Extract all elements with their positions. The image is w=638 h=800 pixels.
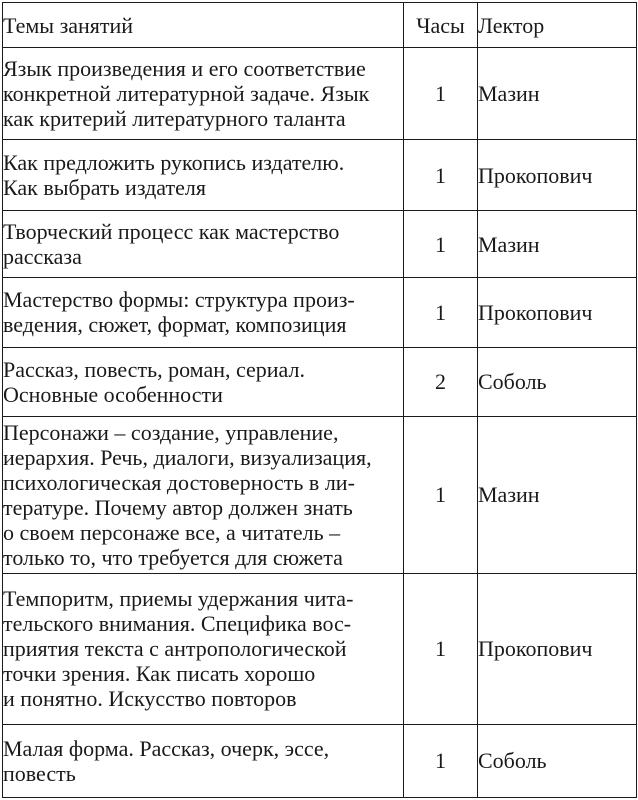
- topic-line: и понятно. Искусство повторов: [3, 686, 297, 712]
- header-lecturer: Лектор: [478, 3, 637, 48]
- lecturer-cell: Прокопович: [478, 278, 637, 347]
- topic-line: Основные особенности: [3, 381, 223, 407]
- topic-line: Персонажи – создание, управление,: [3, 419, 339, 445]
- topic-line: психологическая достоверность в ли-: [3, 469, 355, 495]
- table-row: [3, 347, 637, 416]
- topic-line: Рассказ, повесть, роман, сериал.: [3, 356, 305, 382]
- topic-line: тельского внимания. Специфика вос-: [3, 611, 352, 637]
- topic-cell: [3, 278, 404, 347]
- topic-line: Малая форма. Рассказ, очерк, эссе,: [3, 735, 330, 761]
- hours-cell: 1: [404, 210, 478, 277]
- topic-line: только то, что требуется для сюжета: [3, 544, 343, 570]
- topic-line: ведения, сюжет, формат, композиция: [3, 312, 347, 338]
- hours-cell: 2: [404, 347, 478, 416]
- table-row: [3, 724, 637, 797]
- table-row: [3, 573, 637, 724]
- topic-cell: [3, 724, 404, 797]
- topic-line: Темпоритм, приемы удержания чита-: [3, 586, 354, 612]
- topic-cell: [3, 210, 404, 277]
- topic-line: Как выбрать издателя: [3, 175, 206, 201]
- hours-cell: 1: [404, 416, 478, 573]
- hours-cell: 1: [404, 48, 478, 140]
- lecturer-cell: Прокопович: [478, 573, 637, 724]
- topic-line: Мастерство формы: структура произ-: [3, 287, 355, 313]
- lecturer-cell: Мазин: [478, 416, 637, 573]
- topic-line: как критерий литературного таланта: [3, 106, 346, 132]
- table-row: [3, 140, 637, 210]
- topic-line: конкретной литературной задаче. Язык: [3, 81, 370, 107]
- header-topic: Темы занятий: [3, 3, 404, 48]
- table-row: [3, 210, 637, 277]
- table-row: [3, 278, 637, 347]
- table-row: [3, 416, 637, 573]
- table-body: [3, 48, 637, 798]
- lecturer-cell: Соболь: [478, 347, 637, 416]
- hours-cell: 1: [404, 724, 478, 797]
- topic-line: точки зрения. Как писать хорошо: [3, 661, 316, 687]
- topic-line: тературе. Почему автор должен знать: [3, 494, 353, 520]
- table-row: [3, 48, 637, 140]
- topic-line: иерархия. Речь, диалоги, визуализация,: [3, 444, 372, 470]
- topic-cell: [3, 48, 404, 140]
- hours-cell: 1: [404, 140, 478, 210]
- topic-cell: [3, 140, 404, 210]
- topic-line: рассказа: [3, 244, 82, 270]
- hours-cell: 1: [404, 278, 478, 347]
- header-hours: Часы: [404, 3, 478, 48]
- topic-line: приятия текста с антропологической: [3, 636, 347, 662]
- header-row: [3, 3, 637, 48]
- lecturer-cell: Мазин: [478, 210, 637, 277]
- topic-cell: [3, 573, 404, 724]
- topic-line: Как предложить рукопись издателю.: [3, 150, 345, 176]
- topic-cell: [3, 416, 404, 573]
- lecturer-cell: Прокопович: [478, 140, 637, 210]
- topic-line: повесть: [3, 760, 76, 786]
- topic-line: Язык произведения и его соответствие: [3, 56, 366, 82]
- lecturer-cell: Мазин: [478, 48, 637, 140]
- topic-line: о своем персонаже все, а читатель –: [3, 519, 341, 545]
- hours-cell: 1: [404, 573, 478, 724]
- topic-line: Творческий процесс как мастерство: [3, 219, 340, 245]
- topic-cell: [3, 347, 404, 416]
- lecturer-cell: Соболь: [478, 724, 637, 797]
- schedule-table: [2, 2, 637, 798]
